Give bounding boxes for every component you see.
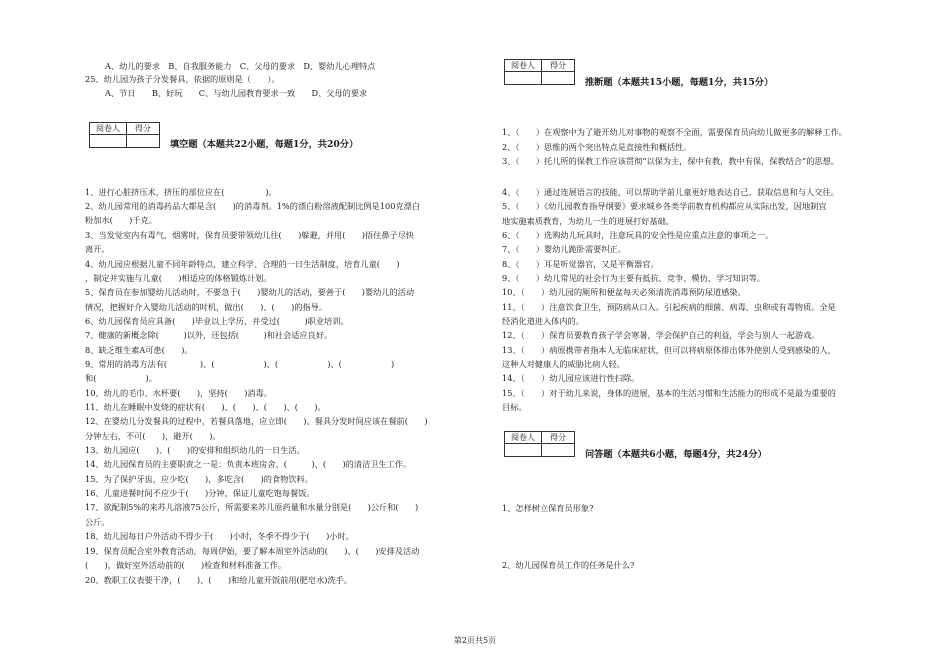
question-25: 25、幼儿园为孩子分发餐具，依据的原则是（ ）。 bbox=[85, 74, 280, 84]
score-box bbox=[504, 431, 575, 457]
question-line: 14、幼儿园保育员的主要职责之一是：负责本班房舍、( )、( )的清洁卫生工作。 bbox=[85, 459, 412, 469]
question-line: 8、（ ）耳是听觉器官，又是平衡器官。 bbox=[502, 259, 659, 269]
question-line: 15、（ ）对于幼儿来说，身体的进展，基本的生活习惯和生活能力的形成不是最为重要的 bbox=[502, 388, 836, 398]
question-line: 地实施素质教育，为幼儿一生的进展打好基础。 bbox=[502, 216, 674, 226]
score-box bbox=[504, 59, 575, 85]
question-line: 5、保育员在参加婴幼儿活动时，不要急于( )婴幼儿的活动，要善于( )婴幼儿的活动 bbox=[85, 287, 415, 297]
score-label: 得分 bbox=[542, 432, 575, 444]
question-line: 1、（ ）在观察中为了避开幼儿对事物的观察不全面，需要保育员向幼儿做更多的解释工作。 bbox=[502, 127, 847, 137]
question-line: ( )，做好室外活动前的( )检查和材料准备工作。 bbox=[85, 560, 287, 570]
question-line: 12、（ ）保育员要教育孩子学会寒暑，学会保护自己的利益，学会与别人一起游戏。 bbox=[502, 330, 820, 340]
page-footer: 第2页共5页 bbox=[453, 636, 497, 645]
question-line: 11、（ ）注意饮食卫生，预防病从口入。引起疾病的细菌、病毒、虫卵或有毒物质。全是 bbox=[502, 302, 836, 312]
question-line: 4、幼儿园应根据儿童不同年龄特点，建立科学、合理的一日生活制度，培育儿童( ) bbox=[85, 259, 400, 269]
question-line: 2、（ ）思维的两个突出特点是直接性和概括性。 bbox=[502, 142, 692, 152]
question-line: 12、在婴幼儿分发餐具的过程中，若餐具落地，应立即( )。餐具分发时间应该在餐前( ) bbox=[85, 416, 428, 426]
question-line: 情况，把握好介入婴幼儿活动的时机，做出( )、( )的指导。 bbox=[85, 302, 328, 312]
question-line: 13、幼儿园应( )、( )的安排和组织幼儿的一日生活。 bbox=[85, 445, 305, 455]
score-cell[interactable] bbox=[127, 135, 160, 148]
question-line: 19、保育员配合室外教育活动，每周伊始，要了解本周室外活动的( )、( )安排及活动 bbox=[85, 546, 420, 556]
question-line: 离开。 bbox=[85, 244, 110, 254]
question-line: 4、（ ）通过连展语言的技能，可以帮助学前儿童更好地表达自己，获取信息和与人交往。 bbox=[502, 187, 839, 197]
score-label: 得分 bbox=[127, 123, 160, 135]
question-line: 9、（ ）幼儿常见的社会行为主要有抵抗、竞争、模仿、学习知识等。 bbox=[502, 273, 766, 283]
question-line: 和( )。 bbox=[85, 373, 157, 383]
question-line: 经消化道进入体内的。 bbox=[502, 316, 584, 326]
reviewer-cell[interactable] bbox=[90, 135, 127, 148]
question-line: 11、幼儿在睡眠中发烧的症状有( )、( )、( )、( )。 bbox=[85, 402, 326, 412]
score-label: 得分 bbox=[542, 60, 575, 72]
question-line: 6、（ ）选购幼儿玩具时，注意玩具的安全性是应重点注意的事项之一。 bbox=[502, 230, 774, 240]
score-cell[interactable] bbox=[542, 444, 575, 457]
question-line: 这种人对健康人的威胁比病人轻。 bbox=[502, 359, 625, 369]
reviewer-label: 阅卷人 bbox=[90, 123, 127, 135]
reviewer-label: 阅卷人 bbox=[505, 60, 542, 72]
question-line: ，制定并实施与儿童( )相适应的体格锻炼计划。 bbox=[85, 273, 272, 283]
question-line: 14、（ ）幼儿园应该进行性扫除。 bbox=[502, 373, 640, 383]
score-box bbox=[89, 122, 160, 148]
question-line: 16、儿童进餐时间不应少于( )分钟，保证儿童吃饱每餐饭。 bbox=[85, 488, 315, 498]
question-line: 18、幼儿园每日户外活动不得少于( )小时，冬季不得少于( )小时。 bbox=[85, 531, 354, 541]
section-title-qa: 问答题（本题共6小题，每题4分，共24分） bbox=[585, 449, 767, 460]
question-line: 8、缺乏维生素A可患( )。 bbox=[85, 345, 193, 355]
score-cell[interactable] bbox=[542, 72, 575, 85]
question-line: 20、教职工仪表要干净，( )、( )和给儿童开饭前用(肥皂水)洗手。 bbox=[85, 575, 353, 585]
question-line: 粉加水( )千克。 bbox=[85, 215, 157, 225]
question-line: 目标。 bbox=[502, 402, 527, 412]
question-line: 3、（ ）托儿所的保教工作应该贯彻“以保为主，保中有教，教中有保，保教结合”的思想。 bbox=[502, 156, 839, 166]
question-line: 17、欲配制5%的来苏儿溶液75公斤，所需要来苏儿原药量和水量分别是( )公斤和( ) bbox=[85, 502, 419, 512]
reviewer-cell[interactable] bbox=[505, 72, 542, 85]
question-line: 15、为了保护牙齿，应少吃( )，多吃含( )的食物饮料。 bbox=[85, 474, 313, 484]
question-line: 1、进行心脏挤压术，挤压的部位应在( )。 bbox=[85, 187, 277, 197]
question-line: 6、幼儿园保育员应具备( )毕业以上学历，并受过( )职业培训。 bbox=[85, 316, 349, 326]
reviewer-cell[interactable] bbox=[505, 444, 542, 457]
option-line: A、节日 B、好玩 C、与幼儿园教育要求一致 D、父母的要求 bbox=[105, 88, 368, 98]
section-title-fill-blank: 填空题（本题共22小题，每题1分，共20分） bbox=[170, 139, 359, 150]
question-line: 3、当发觉室内有毒气、烟雾时，保育员要带领幼儿往( )躲避，并用( )捂住鼻子尽快 bbox=[85, 230, 415, 240]
option-line: A、幼儿的要求 B、自我服务能力 C、父母的要求 D、婴幼儿心理特点 bbox=[105, 61, 376, 71]
question-line: 13、（ ）病原携带者指本人无临床症状，但可以将病原体排出体外使别人受到感染的人， bbox=[502, 345, 836, 355]
question-line: 9、常用的消毒方法有( )、( )、( )、( ) bbox=[85, 359, 395, 369]
question-line: 分钟左右，不可( )，避开( )。 bbox=[85, 431, 221, 441]
question-line: 公斤。 bbox=[85, 517, 110, 527]
qa-question-2: 2、幼儿园保育员工作的任务是什么? bbox=[502, 560, 635, 570]
qa-question-1: 1、怎样树立保育员形象? bbox=[502, 503, 594, 513]
question-line: 5、（ ）《幼儿园教育指导纲要》要求城乡各类学前教育机构都应从实际出发，因地制宜 bbox=[502, 201, 827, 211]
question-line: 7、健康的新概念除( )以外，还包括( )和社会适应良好。 bbox=[85, 330, 333, 340]
question-line: 2、幼儿园常用的消毒药品大都是含( )的消毒剂。1%的漂白粉溶液配制比例是100克漂白 bbox=[85, 201, 420, 211]
question-line: 10、（ ）幼儿园的厕所和便盆每天必须清洗消毒预防尿道感染。 bbox=[502, 287, 746, 297]
question-line: 7、（ ）婴幼儿跪卧需要纠正。 bbox=[502, 244, 626, 254]
section-title-judgment: 推断题（本题共15小题，每题1分，共15分） bbox=[585, 77, 774, 88]
reviewer-label: 阅卷人 bbox=[505, 432, 542, 444]
question-line: 10、幼儿的毛巾、水杯要( )，坚持( )消毒。 bbox=[85, 388, 272, 398]
